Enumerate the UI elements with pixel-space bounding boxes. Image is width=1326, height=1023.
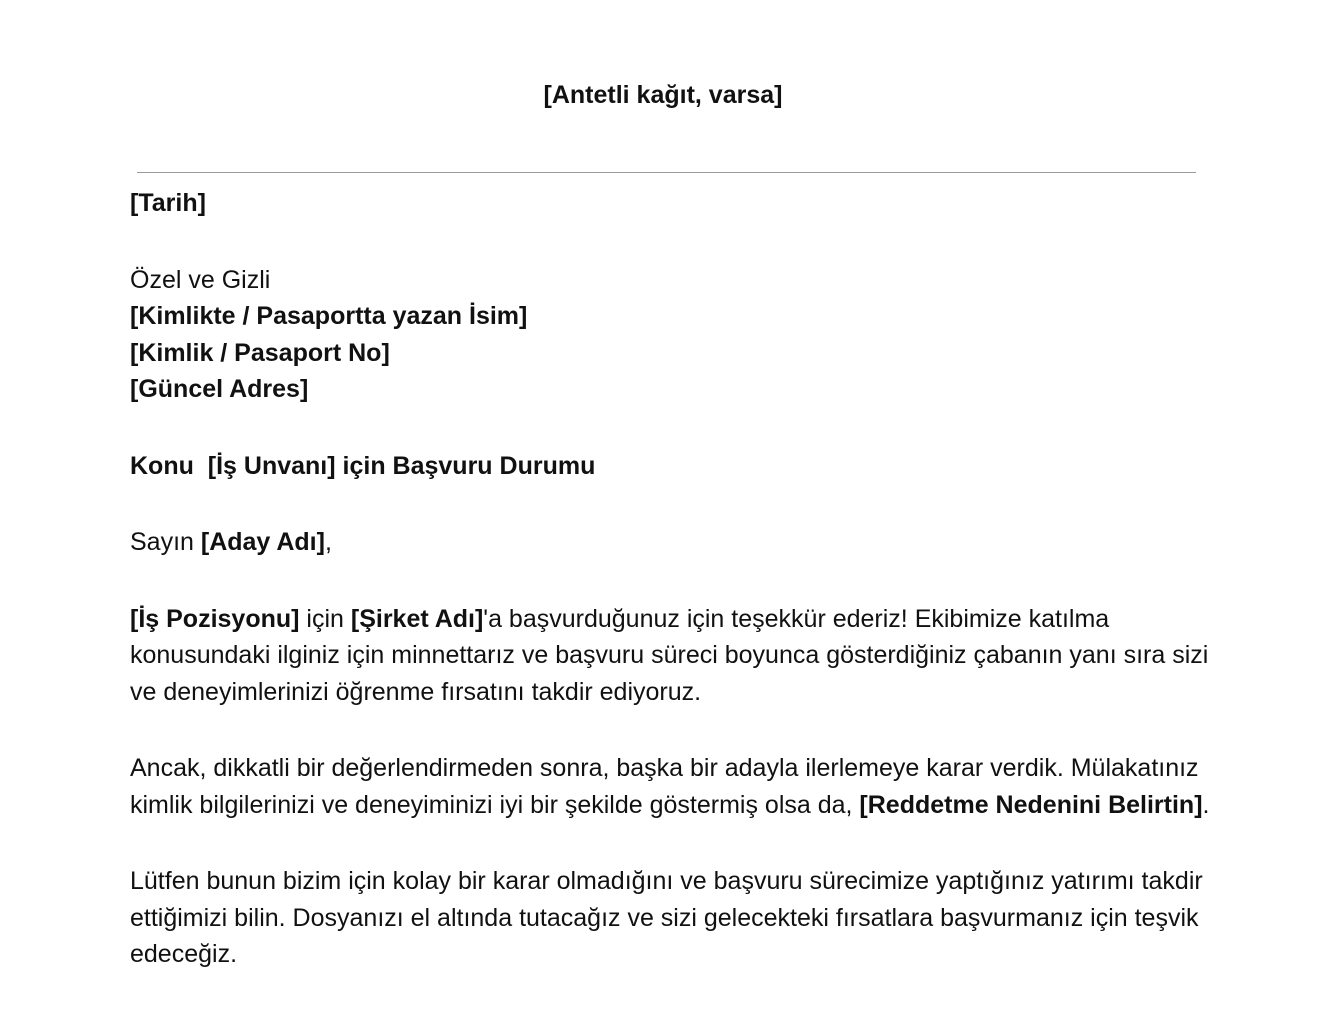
spacer <box>130 222 1210 262</box>
paragraph1-text-a: için <box>299 604 351 633</box>
paragraph2-end: . <box>1202 790 1210 819</box>
salutation-prefix: Sayın <box>130 528 201 556</box>
spacer <box>130 408 1210 448</box>
confidential-label: Özel ve Gizli <box>130 265 271 294</box>
candidate-name: [Aday Adı] <box>200 528 325 556</box>
recipient-name: [Kimlikte / Pasaportta yazan İsim] <box>130 302 528 330</box>
salutation-suffix: , <box>324 528 332 556</box>
recipient-address: [Güncel Adres] <box>130 375 309 403</box>
subject-job-title: [İş Unvanı] <box>207 451 336 480</box>
spacer <box>130 484 1210 524</box>
subject-label: Konu <box>130 451 194 480</box>
paragraph-closing: Lütfen bunun bizim için kolay bir karar olmadığını ve başvuru sürecimize yaptığınız yatırımı takdir ettiğimizi bilin. Dosyanızı el altında tutacağız ve sizi gelecekteki fırsatlara başvurmanız için teşvik edeceğiz. <box>130 867 1203 968</box>
spacer <box>130 710 1210 750</box>
spacer <box>130 823 1210 863</box>
paragraph2-text: Ancak, dikkatli bir değerlendirmeden sonra, başka bir adayla ilerlemeye karar verdik. Mülakatınız kimlik bilgilerinizi ve deneyiminizi iyi bir şekilde göstermiş olsa da, <box>130 754 1199 819</box>
paragraph-decision <box>130 750 1210 823</box>
rejection-reason-placeholder: [Reddetme Nedenini Belirtin] <box>859 790 1203 819</box>
subject-line <box>130 448 1210 485</box>
salutation <box>130 524 1210 561</box>
subject-rest: için Başvuru Durumu <box>335 451 596 480</box>
paragraph1-text-b: 'a başvurduğunuz için teşekkür ederiz! Ekibimize katılma konusundaki ilginiz için minnettarız ve başvuru süreci boyunca gösterdiğiniz çabanın yanı sıra sizi ve deneyimlerinizi öğrenme fırsatını takdir ediyoruz. <box>130 604 1209 706</box>
letter-body <box>130 185 1210 973</box>
position-placeholder: [İş Pozisyonu] <box>130 604 300 633</box>
letterhead-placeholder: [Antetli kağıt, varsa] <box>543 81 783 109</box>
spacer <box>130 561 1210 601</box>
header-divider <box>137 172 1196 173</box>
recipient-id: [Kimlik / Pasaport No] <box>130 338 390 367</box>
paragraph-thanks <box>130 601 1210 711</box>
company-placeholder: [Şirket Adı] <box>350 604 484 633</box>
recipient-block <box>130 262 1210 408</box>
date-placeholder: [Tarih] <box>130 189 206 217</box>
